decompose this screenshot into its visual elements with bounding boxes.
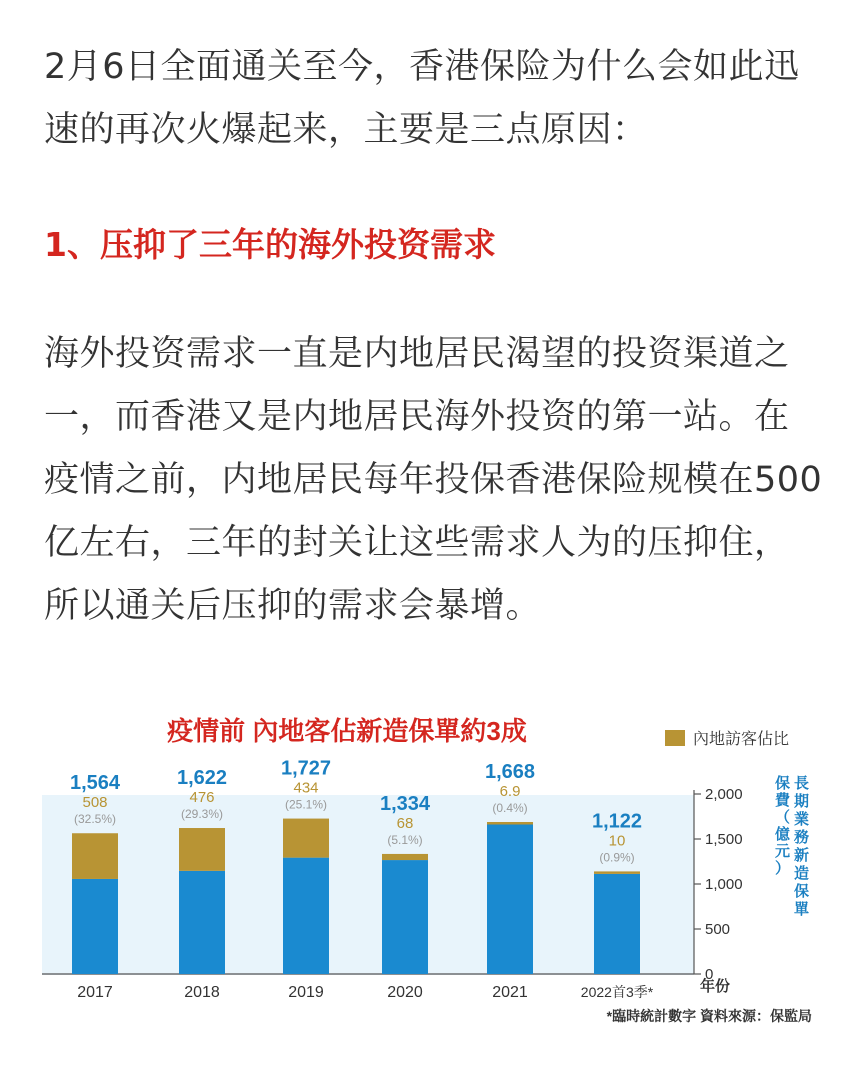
total-value-label: 1,122 [591, 810, 643, 833]
mainland-value-label: 68 [396, 814, 414, 832]
total-value-label: 1,622 [176, 767, 228, 790]
mainland-value-label: 6.9 [499, 783, 521, 801]
legend-swatch [665, 730, 685, 746]
pct-label: (25.1%) [284, 797, 328, 812]
chart-figure [42, 712, 818, 1057]
chart-title: 疫情前 內地客佔新造保單約3成 [167, 716, 527, 746]
pct-label: (29.3%) [180, 807, 224, 822]
total-value-label: 1,727 [280, 757, 332, 780]
mainland-value-label: 476 [189, 789, 215, 807]
bar-other-2019 [283, 858, 329, 974]
section-heading: 1、压抑了三年的海外投资需求 [44, 225, 496, 264]
pct-label: (0.4%) [492, 801, 528, 816]
bar-mainland-2018 [179, 828, 225, 871]
bar-other-2018 [179, 871, 225, 974]
x-tick-label: 2018 [184, 984, 220, 1001]
bar-mainland-2021 [487, 822, 533, 825]
total-value-label: 1,564 [69, 772, 121, 795]
y-tick-label: 1,500 [705, 831, 743, 848]
pct-label: (0.9%) [599, 850, 635, 865]
bar-mainland-2019 [283, 819, 329, 858]
chart-svg [42, 712, 818, 1057]
body-paragraph: 海外投资需求一直是内地居民渴望的投资渠道之一，而香港又是内地居民海外投资的第一站。在疫情之前，内地居民每年投保香港保险规模在500亿左右，三年的封关让这些需求人为的压抑住，所以通关后压抑的需求会暴增。 [44, 334, 823, 626]
y-tick-label: 500 [705, 921, 731, 938]
y-axis-title: 長期業務新造保單保費（億元） [775, 775, 810, 918]
intro-paragraph: 2月6日全面通关至今，香港保险为什么会如此迅速的再次火爆起来，主要是三点原因： [44, 47, 800, 150]
y-tick-label: 1,000 [705, 876, 743, 893]
mainland-value-label: 508 [82, 794, 108, 812]
bar-other-2021 [487, 825, 533, 974]
x-axis-title: 年份 [700, 978, 731, 995]
pct-label: (32.5%) [73, 812, 117, 827]
x-tick-label: 2020 [387, 984, 423, 1001]
pct-label: (5.1%) [387, 832, 423, 847]
bar-other-2022首3季* [594, 874, 640, 974]
total-value-label: 1,668 [484, 761, 536, 784]
y-tick-label: 0 [705, 966, 714, 983]
bar-mainland-2022首3季* [594, 871, 640, 874]
y-tick-label: 2,000 [705, 786, 743, 803]
bar-mainland-2017 [72, 833, 118, 879]
bar-other-2020 [382, 860, 428, 974]
total-value-label: 1,334 [379, 792, 431, 815]
x-tick-label: 2017 [77, 984, 113, 1001]
chart-footnote: *臨時統計數字 資料來源：保監局 [606, 1008, 812, 1024]
mainland-value-label: 10 [608, 832, 626, 850]
x-tick-label: 2022首3季* [580, 984, 654, 1000]
x-tick-label: 2019 [288, 984, 324, 1001]
legend-label: 內地訪客佔比 [693, 731, 790, 748]
bar-mainland-2020 [382, 854, 428, 860]
x-tick-label: 2021 [492, 984, 528, 1001]
bar-other-2017 [72, 879, 118, 974]
mainland-value-label: 434 [293, 779, 319, 797]
